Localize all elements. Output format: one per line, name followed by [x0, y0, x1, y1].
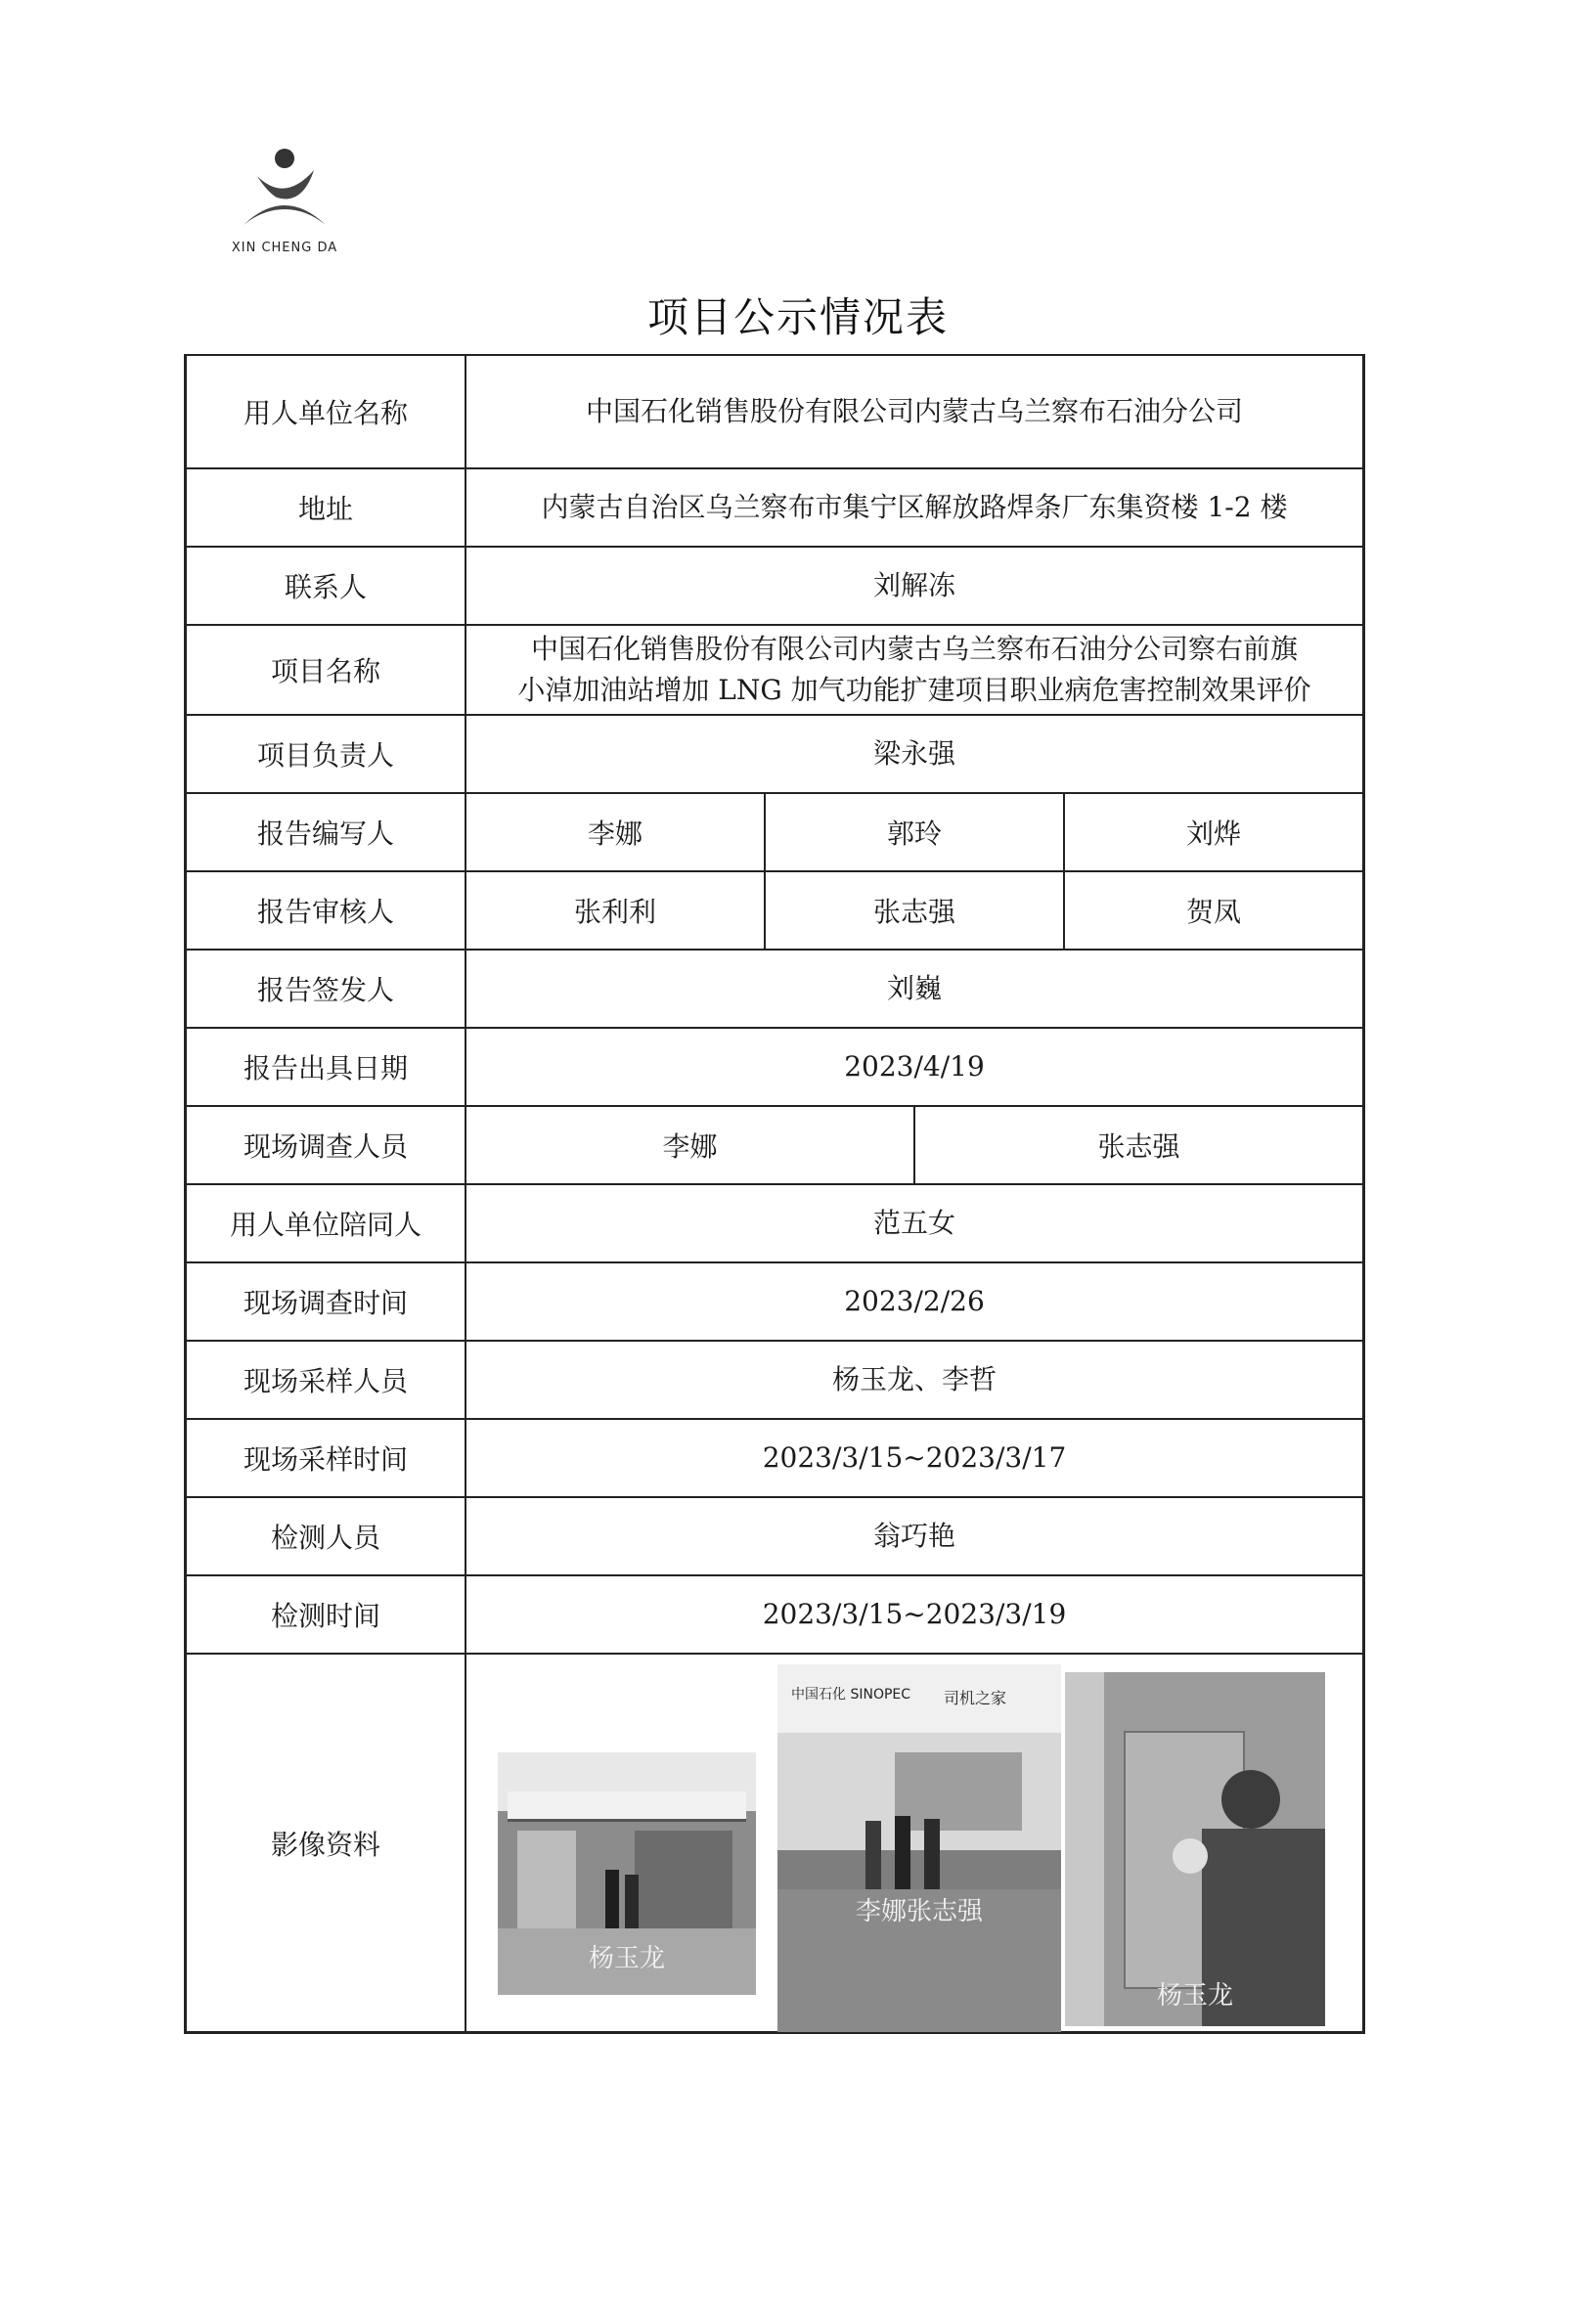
row-testing-time — [184, 1574, 1365, 1653]
label-samplers: 现场采样人员 — [187, 1342, 466, 1418]
row-address — [184, 467, 1365, 546]
writer-1: 李娜 — [466, 794, 766, 870]
logo-text: XIN CHENG DA — [231, 241, 338, 255]
value-issuer: 刘巍 — [886, 972, 942, 1004]
row-images — [184, 1653, 1365, 2034]
reviewer-2: 张志强 — [766, 872, 1065, 949]
label-sampling-time: 现场采样时间 — [187, 1420, 466, 1496]
project-name-line2: 小淖加油站增加 LNG 加气功能扩建项目职业病危害控制效果评价 — [517, 674, 1311, 706]
photo1-caption: 杨玉龙 — [588, 1944, 665, 1973]
image-gallery — [466, 1655, 1362, 2031]
surveyor-1: 李娜 — [466, 1107, 915, 1183]
row-surveyors — [184, 1105, 1365, 1183]
photo2-caption: 李娜张志强 — [855, 1897, 983, 1926]
row-issue-date — [184, 1027, 1365, 1105]
row-contact — [184, 546, 1365, 624]
project-name-line1: 中国石化销售股份有限公司内蒙古乌兰察布石油分公司察右前旗 — [530, 633, 1298, 665]
writer-3: 刘烨 — [1185, 818, 1241, 850]
row-survey-time — [184, 1261, 1365, 1340]
label-leader: 项目负责人 — [187, 716, 466, 792]
value-project — [466, 626, 1362, 714]
reviewer-1: 张利利 — [466, 872, 766, 949]
label-employer: 用人单位名称 — [187, 356, 466, 467]
xcd-logo-icon — [238, 147, 332, 237]
photo2-sign-sinopec: 中国石化 SINOPEC — [791, 1687, 911, 1703]
value-testers: 翁巧艳 — [872, 1520, 955, 1552]
photo-station-group — [777, 1664, 1061, 2032]
photo-station-front — [498, 1752, 756, 1995]
row-reviewers — [184, 870, 1365, 949]
writer-2: 郭玲 — [766, 794, 1065, 870]
value-escort: 范五女 — [872, 1207, 955, 1239]
row-samplers — [184, 1340, 1365, 1418]
surveyor-2: 张志强 — [1097, 1130, 1180, 1163]
value-sampling-time: 2023/3/15~2023/3/17 — [762, 1441, 1067, 1474]
label-writers: 报告编写人 — [187, 794, 466, 870]
reviewer-3: 贺凤 — [1185, 896, 1241, 928]
label-testing-time: 检测时间 — [187, 1576, 466, 1653]
value-employer: 中国石化销售股份有限公司内蒙古乌兰察布石油分公司 — [585, 395, 1243, 427]
label-survey-time: 现场调查时间 — [187, 1263, 466, 1340]
value-address: 内蒙古自治区乌兰察布市集宁区解放路焊条厂东集资楼 1-2 楼 — [541, 491, 1288, 523]
photo2-sign-drivers: 司机之家 — [944, 1689, 1007, 1707]
value-survey-time: 2023/2/26 — [844, 1285, 985, 1317]
photo3-caption: 杨玉龙 — [1156, 1981, 1233, 2011]
company-logo — [231, 147, 338, 255]
project-table — [184, 354, 1365, 2034]
value-contact: 刘解冻 — [872, 569, 955, 601]
value-leader: 梁永强 — [872, 737, 955, 770]
label-escort: 用人单位陪同人 — [187, 1185, 466, 1261]
label-project: 项目名称 — [187, 626, 466, 714]
row-escort — [184, 1183, 1365, 1261]
value-issue-date: 2023/4/19 — [844, 1050, 985, 1083]
page-title: 项目公示情况表 — [646, 293, 949, 341]
label-images: 影像资料 — [187, 1655, 466, 2031]
label-surveyors: 现场调查人员 — [187, 1107, 466, 1183]
row-leader — [184, 714, 1365, 792]
label-issuer: 报告签发人 — [187, 951, 466, 1027]
row-employer — [184, 354, 1365, 467]
label-address: 地址 — [187, 469, 466, 546]
row-project — [184, 624, 1365, 714]
label-issue-date: 报告出具日期 — [187, 1029, 466, 1105]
row-testers — [184, 1496, 1365, 1574]
label-contact: 联系人 — [187, 548, 466, 624]
photo-sampling — [1065, 1672, 1325, 2026]
row-issuer — [184, 949, 1365, 1027]
row-writers — [184, 792, 1365, 870]
label-testers: 检测人员 — [187, 1498, 466, 1574]
row-sampling-time — [184, 1418, 1365, 1496]
label-reviewers: 报告审核人 — [187, 872, 466, 949]
value-samplers: 杨玉龙、李哲 — [831, 1363, 997, 1395]
value-testing-time: 2023/3/15~2023/3/19 — [762, 1598, 1067, 1630]
